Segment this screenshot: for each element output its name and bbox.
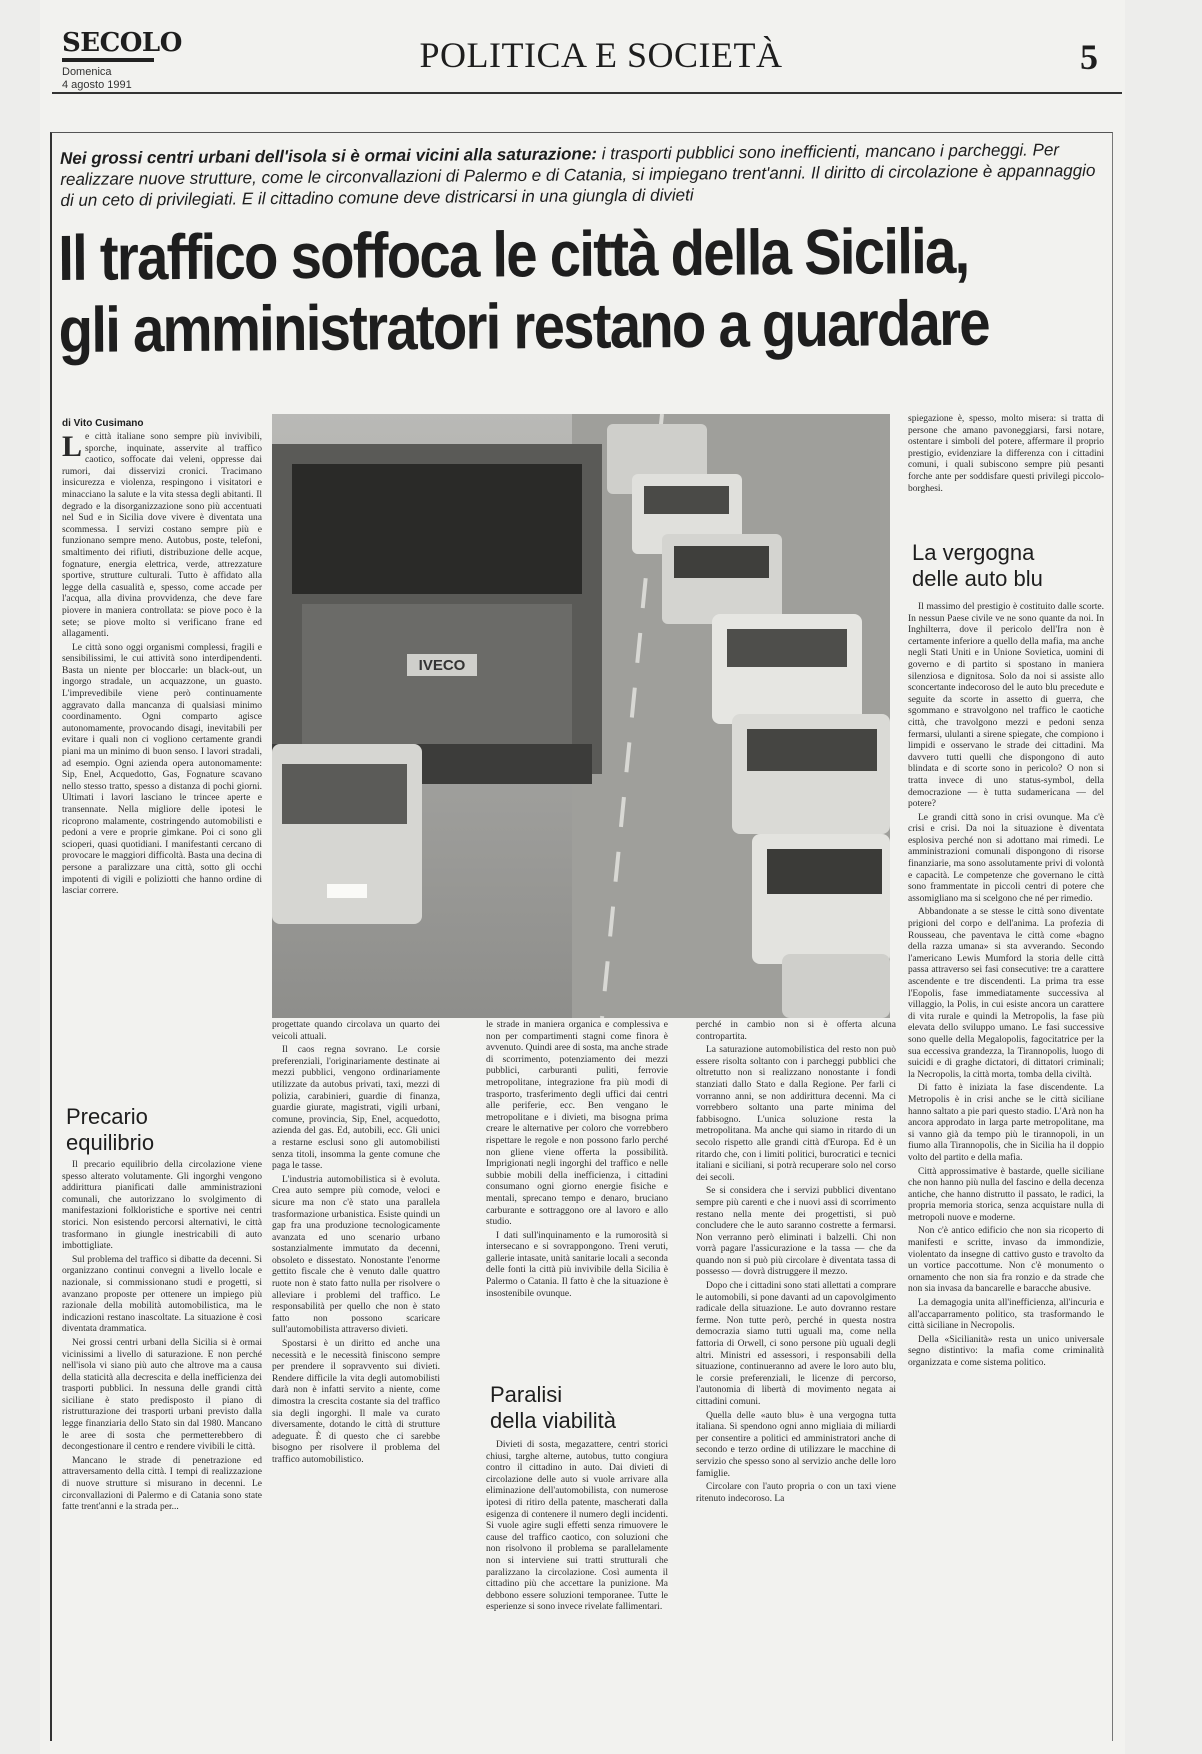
column5-para4: Abbandonate a se stesse le città sono diventate prigioni del corpo e dell'anima. La profezia di Rousseau, che paventava le città come «bagno della razza umana» si sta avverando. Secondo l'americano Lewis Mumford la storia delle città passa attraverso sei fasi consecutive: tre a carattere ascendente e tre discendenti. La prima tra esse l'Eopolis, fase immediatamente successiva al villaggio, la Polis, in cui esiste ancora un carattere di vita rurale e quindi la Metropolis, la fase più elevata dello sviluppo umano. Le fasi successive sono quelle della Megalopolis, fagocitatrice per la sua eccessiva grandezza, la Tirannopolis, luogo di suicidi e di graghe dictatori, di dittatori criminali; la Necropolis, la città morta, tomba della civiltà. <box>908 907 1104 1080</box>
column5-para8: La demagogia unita all'inefficienza, all'incuria e all'accaparramento politico, sta trasformando le città siciliane in Necropolis. <box>908 1298 1104 1332</box>
column3-para1: le strade in maniera organica e complessiva e non per compartimenti stagni come finora è avvenuto. Quindi aree di sosta, ma anche strade di scorrimento, potenziamento dei mezzi pubblici, carburanti puliti, ferrovie metropolitane, integrazione fra più modi di trasporto, trasferimento degli uffici dai centri alle periferie, ecc. Ben vengano le metropolitane e i divieti, ma bisogna prima creare le alternative per coloro che vorrebbero rispettare le regole e non possono farlo perché non gliene viene offerta la possibilità. Imprigionati negli ingorghi del traffico e nelle subbie mobili della inefficienza, i cittadini consumano ogni giorno energie fisiche e mentali, sprecano tempo e denaro, bruciano carburante e sottraggono ore al lavoro e allo studio. <box>486 1020 668 1228</box>
column4-para6: Circolare con l'auto propria o con un taxi viene ritenuto indecoroso. La <box>696 1482 896 1504</box>
subhead-paralisi-line1: Paralisi <box>490 1382 563 1407</box>
truck-brand-label: IVECO <box>418 657 466 674</box>
column1-para3: Il precario equilibrio della circolazione viene spesso alterato volutamente. Gli ingorghi vengono addirittura pianificati dalle amministrazioni comunali, che autorizzano lo svolgimento di manifestazioni folkloristiche e sportive nei centri storici. Non esistendo percorsi alternativi, le città trasformano in giungle inestricabili di auto imbottigliate. <box>62 1160 262 1252</box>
standfirst-body: i trasporti pubblici sono inefficienti, mancano i parcheggi. Per realizzare nuove strutture, come le circonvallazioni di Palermo e di Catania, si impiegano trent'anni. Il diritto di circolazione è appannaggio di un ceto di privilegiati. E il cittadino comune deve districarsi in una giungla di divieti <box>60 140 1096 210</box>
column1-para5: Nei grossi centri urbani della Sicilia si è ormai vicinissimi a livello di saturazione. E non perché nell'isola vi siano più auto che altrove ma a causa della staticità alla decrescita e della inefficienza dei trasporti pubblici. In nessuna delle grandi città siciliane è stato predisposto il piano di ristrutturazione dei trasporti urbani previsto dalla legge finanziaria dello Stato sin dal 1980. Mancano le aree di sosta che permetterebbero di decongestionare il centro e rendere vivibili le città. <box>62 1337 262 1453</box>
queue-car-6-window <box>767 849 882 894</box>
standfirst <box>60 139 1101 211</box>
subhead-paralisi <box>490 1382 616 1434</box>
column4-para2: La saturazione automobilistica del resto non può essere risolta soltanto con i parcheggi pubblici che oltretutto non si realizzano nonostante i fondi stanziati dallo Stato e dalla Regione. Per farli ci vorranno anni, se non addirittura decenni. Ma ci vorrebbero soltanto una parte minima del fabbisogno. L'unica soluzione resta la metropolitana. Ma anche qui siamo in ritardo di un secolo rispetto alle grandi città d'Europa. Ed è un ritardo che, con i limiti politici, burocratici e tecnici italiani e siciliani, si potrà recuperare solo nel corso dei secoli. <box>696 1045 896 1183</box>
byline: di Vito Cusimano <box>62 418 144 429</box>
section-title: POLITICA E SOCIETÀ <box>419 35 783 75</box>
column3-para3: Divieti di sosta, megazattere, centri storici chiusi, targhe alterne, autobus, tutto congiura contro il cittadino in auto. Dai divieti di circolazione delle auto si vuole arrivare alla eliminazione dell'automobilista, con numerose ipotesi di ritiro della patente, mascherati dalla esigenza di contenere il numero degli incidenti. Si vuole agire sugli effetti senza rimuovere le cause del traffico caotico, con soluzioni che non risolvono il problema se parallelamente non si interviene sui tratti strutturali che paralizzano la circolazione. Così aumenta il cittadino più che accettare la punizione. Ma debbono essere soluzioni temporanee. Tutte le esperienze si sono invece rivelate fallimentari. <box>486 1440 668 1613</box>
column2-para3: L'industria automobilistica si è evoluta. Crea auto sempre più comode, veloci e sicure ma non c'è stato una parallela trasformazione urbanistica. Esiste quindi un gap fra una produzione tecnologicamente avanzata ed uno scenario urbano sostanzialmente immutato da decenni, obsoleto e dissestato. Nonostante l'enorme gettito fiscale che è venuto dalle quattro ruote non è stato fatto nulla per risolvere o alleviare i problemi del traffico. Le responsabilità per quello che non è stato fatto non possono scaricare sull'automobilista attraverso divieti. <box>272 1174 440 1336</box>
column5-para6: Città approssimative è bastarde, quelle siciliane che non hanno più nulla del fascino e della decenza antiche, che hanno distrutto il passato, le radici, la propria memoria storica, senza acquistare nulla di metropoli nuove e moderne. <box>908 1166 1104 1223</box>
subhead-precario-line2: equilibrio <box>66 1130 155 1155</box>
article-column-5b <box>908 602 1104 1735</box>
front-car-plate <box>327 884 367 898</box>
traffic-photo <box>272 414 890 1018</box>
front-car-window <box>282 764 407 824</box>
column1-para6: Mancano le strade di penetrazione ed attraversamento della città. I tempi di realizzazione di nuove strutture si misurano in decenni. Le circonvallazioni di Palermo e di Catania sono state fatte trent'anni e la strada per... <box>62 1455 262 1513</box>
headline-line-2: gli amministratori restano a guardare <box>58 286 990 366</box>
article-column-4 <box>696 1020 896 1735</box>
subhead-precario <box>66 1104 154 1156</box>
masthead-full-date: 4 agosto 1991 <box>62 79 132 91</box>
column4-para3: Se si considera che i servizi pubblici diventano sempre più carenti e che i nuovi assi di scorrimento restano nella mente dei progettisti, si può concludere che le auto saranno costrette a fermarsi. Non verranno però eliminati i balzelli. Chi non vorrà pagare l'assicurazione e la tassa — che da quando non si può più circolare è diventata tassa di possesso — dovrà distruggere il mezzo. <box>696 1186 896 1278</box>
subhead-precario-line1: Precario <box>66 1104 148 1129</box>
column5-para2: Il massimo del prestigio è costituito dalle scorte. In nessun Paese civile ve ne sono quante da noi. In Inghilterra, dove il pericolo dell'Ira non è certamente inferiore a quello della mafia, ma anche negli Stati Uniti e in Unione Sovietica, uomini di governo e di partito si spostano in maniera silenziosa e dignitosa. Solo da noi si assiste allo sconcertante indecoroso del le auto blu precedute e seguite da scorte in assetto di guerra, che sgommano e stravolgono nel traffico le caotiche città, che travolgono mezzi e pedoni senza fermarsi, ululanti a sirene spiegate, che compiono i limpidi e osservano le strade dei cittadini. Ma davvero tutti quelli che dispongono di auto blindata e di scorte sono in pericolo? O non si tratta invece di uno status-symbol, della democrazione — è tutta sudamericana — del potere? <box>908 602 1104 810</box>
subhead-vergogna-line2: delle auto blu <box>912 566 1043 591</box>
column2-para2: Il caos regna sovrano. Le corsie preferenziali, l'originariamente destinate ai mezzi pubblici, vengono ordinariamente utilizzate da autobus privati, taxi, mezzi di polizia, carabinieri, guardie di finanza, guardie giurate, magistrati, vigili urbani, comune, provincia, Sip, Enel, acquedotto, azienda del gas. Ed, autobili, ecc. Gli unici a restarne esclusi sono gli automobilisti senza titoli, insomma la gente comune che paga le tasse. <box>272 1045 440 1172</box>
page-number: 5 <box>1080 37 1098 77</box>
queue-car-7 <box>782 954 890 1018</box>
column2-para1: progettate quando circolava un quarto dei veicoli attuali. <box>272 1020 440 1042</box>
column3-para2: I dati sull'inquinamento e la rumorosità si intersecano e si sovrappongono. Treni veruti, gallerie intasate, unità sanitarie locali a seconda delle fonti la città più invivibile della Sicilia è Palermo o Catania. Il fatto è che la situazione è insostenibile ovunque. <box>486 1230 668 1299</box>
drop-cap: L <box>62 432 83 463</box>
column4-para4: Dopo che i cittadini sono stati allettati a comprare le automobili, si pone davanti ad un capovolgimento radicale della situazione. Le auto dovranno restare ferme. Non tutte però, perché in questa nostra democrazia siamo tutti uguali ma, come nella fattoria di Orwell, ci sono persone più uguali degli altri. Ministri ed assessori, i responsabili della situazione, continueranno ad avere le loro auto blu, le corsie preferenziali, le licenze di percorso, l'autonomia di libertà di movimento negata ai cittadini comuni. <box>696 1281 896 1407</box>
subhead-vergogna <box>912 540 1043 592</box>
truck-windshield <box>292 464 582 594</box>
subhead-vergogna-line1: La vergogna <box>912 540 1035 565</box>
column5-para1: spiegazione è, spesso, molto misera: si tratta di persone che amano pavoneggiarsi, farsi notare, ostentare i simboli del potere, affermare il proprio prestigio, evidenziare la differenza con i cittadini comuni, i quali subiscono sempre più pesanti forche ante per soddisfare questi privilegi piccolo-borghesi. <box>908 414 1104 494</box>
masthead-day: Domenica <box>62 66 112 78</box>
article-column-3a <box>486 1020 668 1380</box>
masthead-rule <box>52 92 1122 94</box>
column5-para3: Le grandi città sono in crisi ovunque. Ma c'è crisi e crisi. Da noi la situazione è diventata esplosiva perché non si adottano mai rimedi. Le amministrazioni comunali dispongono di risorse finanziarie, ma sono assolutamente privi di volontà e capacità. Le competenze che governano le città sono frammentate in piccoli centri di potere che assomigliano ma si scelgono che né per rimedio. <box>908 812 1104 904</box>
column1-para4: Sul problema del traffico si dibatte da decenni. Si organizzano continui convegni a livello locale e nazionale, si commissionano studi e progetti, si avanzano proposte per ottenere un impiego più razionale della mobilità automobilistica, ma le indicazioni restano inascoltate. La situazione è così diventata drammatica. <box>62 1254 262 1335</box>
column5-para5: Di fatto è iniziata la fase discendente. La Metropolis è in crisi anche se le città siciliane hanno saltato a pie pari questo stadio. L'Arà non ha ancora approdato in larga parte metropolitane, ma si vanno già da tempo più le tirannopoli, in un fiumo alla Tirannopolis, che in Sicilia ha il doppio volto del partito e della mafia. <box>908 1083 1104 1163</box>
column4-para1: perché in cambio non si è offerta alcuna contropartita. <box>696 1020 896 1042</box>
queue-car-2-window <box>644 486 729 514</box>
queue-car-3-window <box>674 546 769 578</box>
article-column-5a <box>908 414 1104 524</box>
masthead-logo: SECOLO <box>62 28 182 58</box>
article-column-2 <box>272 1020 440 1735</box>
article-column-1b <box>62 1160 262 1735</box>
subhead-paralisi-line2: della viabilità <box>490 1408 616 1433</box>
standfirst-lead: Nei grossi centri urbani dell'isola si è ormai vicini alla saturazione: <box>60 144 598 168</box>
column1-para2: Le città sono oggi organismi complessi, fragili e sensibilissimi, le cui attività sono interdipendenti. Basta un niente per bloccarle: un black-out, un ingorgo stradale, un acquazzone, un guasto. L'imprevedibile viene però continuamente aggravato dalla mancanza di qualsiasi minimo coordinamento. Ogni comparto agisce autonomamente, provocando disagi, inevitabili per evitare i quali non ci vogliono certamente grandi piani ma un minimo di buon senso. I lavori stradali, ad esempio. Ogni azienda opera autonomamente: Sip, Enel, Acquedotto, Gas, Fognature scavano nello stesso tratto, spesso a distanza di pochi giorni. Ultimati i lavori lasciano le trincee aperte e transennate. Nella migliore delle ipotesi le ricoprono malamente, costringendo automobilisti e pedoni a vere e proprie gimkane. Poi ci sono gli scioperi, quasi quotidiani. I manifestanti cercano di provocare le maggiori difficoltà. Basta una decina di persone a paralizzare una città, sotto gli occhi impotenti di vigili e poliziotti che hanno ordine di lasciar correre. <box>62 642 262 897</box>
headline-line-1: Il traffico soffoca le città della Sicilia, <box>58 214 969 294</box>
column4-para5: Quella delle «auto blu» è una vergogna tutta italiana. Si spendono ogni anno migliaia di miliardi per consentire a politici ed amministratori anche di secondo e terzo ordine di utilizzare le macchine di servizio che spesso sono al servizio anche delle loro famiglie. <box>696 1410 896 1479</box>
article-column-1a <box>62 432 262 1022</box>
traffic-jam-illustration <box>272 414 890 1018</box>
queue-car-5-window <box>747 729 877 771</box>
headline <box>58 215 992 366</box>
column5-para7: Non c'è antico edificio che non sia ricoperto di manifesti e scritte, invaso da immondizie, violentato da insegne di cattivo gusto e travolto da un vortice paccottume. Non c'è monumento o ornamento che non sia fra ronzio e da strade che non sia invasa da bancarelle e baracche abusive. <box>908 1226 1104 1295</box>
queue-car-4-window <box>727 629 847 667</box>
column1-para1: e città italiane sono sempre più invivibili, sporche, inquinate, asservite al traffico caotico, soffocate dai veleni, oppresse dai rumori, dai disservizi cronici. Tracimano insicurezza e violenza, respingono i visitatori e minacciano la salute e la vita stessa degli abitanti. Il degrado e la disorganizzazione sono più accentuati nel Sud e in Sicilia dove vivere è diventata una scommessa. I servizi costano sempre più e funzionano sempre meno. Autobus, poste, telefoni, smaltimento dei rifiuti, distribuzione delle acque, fognature, energia elettrica, verde, attrezzature sportive, strutture culturali. Tutto è affidato alla legge della casualità e, spesso, come accade per l'acqua, alla divina provvidenza, che deve fare piovere in maniera controllata: se piove poco è la sete; se piove molto si verificano frane ed allagamenti. <box>62 432 262 640</box>
column2-para4: Spostarsi è un diritto ed anche una necessità e le necessità finiscono sempre per prendere il sopravvento sui divieti. Rendere difficile la vita degli automobilisti darà non è infatti servito a niente, come dimostra la crescita costante sia del traffico sia degli ingorghi. Il male va curato diversamente, dotando le città di strutture adeguate. È di questo che ci sarebbe bisogno per risolvere il problema del traffico automobilistico. <box>272 1339 440 1465</box>
article-column-3b <box>486 1440 668 1735</box>
column5-para9: Della «Sicilianità» resta un unico universale segno distintivo: la mafia come criminalità organizzata e come sistema politico. <box>908 1334 1104 1368</box>
